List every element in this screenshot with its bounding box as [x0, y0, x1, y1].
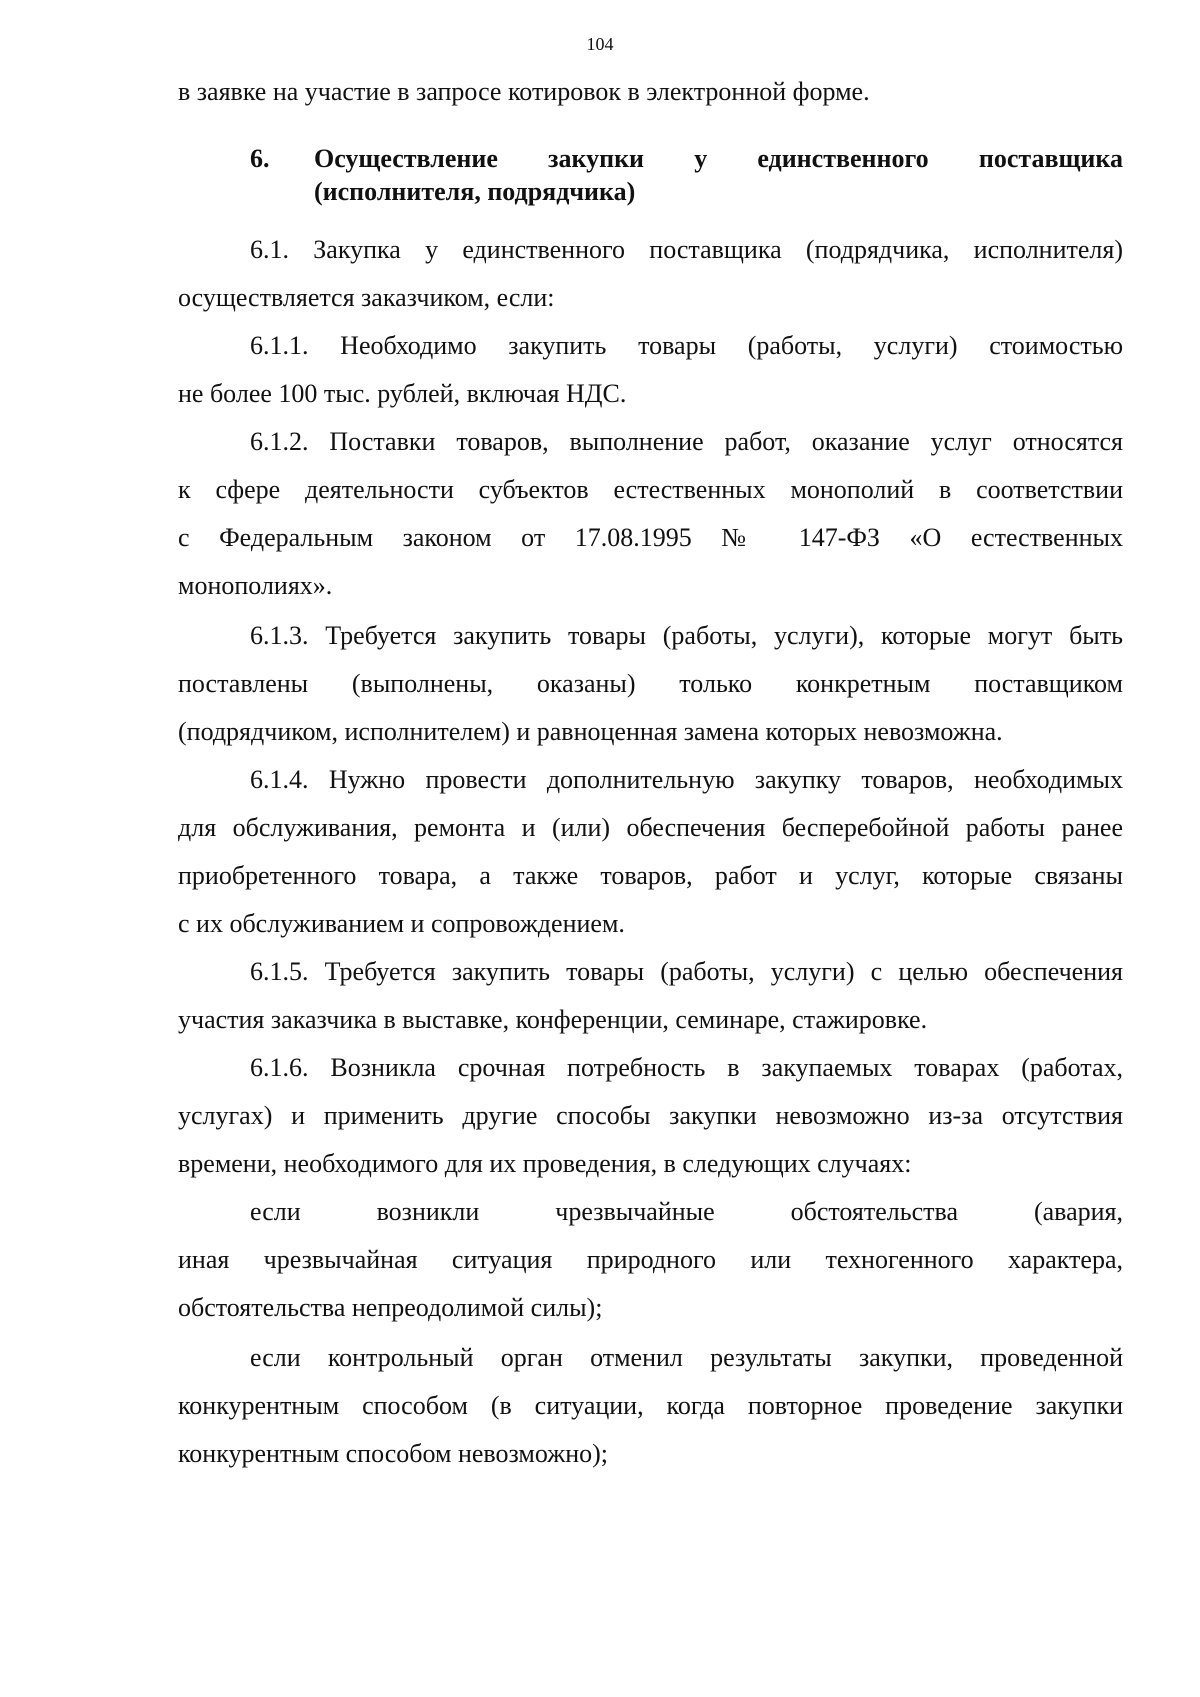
paragraph-6-1-2-line-4: монополиях». — [178, 571, 333, 600]
paragraph-6-1-2-line-2: к сфере деятельности субъектов естественных монополий в соответствии — [178, 475, 1123, 504]
paragraph-6-1-4-line-1: 6.1.4. Нужно провести дополнительную закупку товаров, необходимых — [250, 765, 1123, 794]
page-number: 104 — [586, 34, 614, 54]
paragraph-6-1-4-line-4: с их обслуживанием и сопровождением. — [178, 909, 625, 938]
paragraph-6-1-6-line-2: услугах) и применить другие способы закупки невозможно из-за отсутствия — [178, 1101, 1123, 1130]
paragraph-6-1-line-2: осуществляется заказчиком, если: — [178, 283, 555, 312]
case-1-line-1: если возникли чрезвычайные обстоятельства (авария, — [250, 1197, 1123, 1226]
paragraph-6-1-5-line-1: 6.1.5. Требуется закупить товары (работы, услуги) с целью обеспечения — [250, 957, 1123, 986]
section-6-title — [314, 142, 1123, 208]
section-6-number: 6. — [250, 144, 270, 173]
section-6-title-line-1: Осуществление закупки у единственного поставщика — [314, 144, 1123, 173]
paragraph-6-1-2-line-3: с Федеральным законом от 17.08.1995 № 147-ФЗ «О естественных — [178, 523, 1123, 552]
case-2-line-3: конкурентным способом невозможно); — [178, 1439, 608, 1468]
paragraph-6-1-3-line-1: 6.1.3. Требуется закупить товары (работы, услуги), которые могут быть — [250, 621, 1123, 650]
paragraph-6-1-1-line-1: 6.1.1. Необходимо закупить товары (работы, услуги) стоимостью — [250, 331, 1123, 360]
paragraph-6-1-4-line-2: для обслуживания, ремонта и (или) обеспечения бесперебойной работы ранее — [178, 813, 1123, 842]
paragraph-6-1-6-line-3: времени, необходимого для их проведения, в следующих случаях: — [178, 1149, 912, 1178]
section-6-title-line-2: (исполнителя, подрядчика) — [314, 177, 636, 206]
paragraph-6-1-1-line-2: не более 100 тыс. рублей, включая НДС. — [178, 379, 627, 408]
paragraph-6-1-6-line-1: 6.1.6. Возникла срочная потребность в закупаемых товарах (работах, — [250, 1053, 1123, 1082]
intro-line: в заявке на участие в запросе котировок в электронной форме. — [178, 77, 870, 106]
paragraph-6-1-3-line-2: поставлены (выполнены, оказаны) только конкретным поставщиком — [178, 669, 1123, 698]
paragraph-6-1-line-1: 6.1. Закупка у единственного поставщика (подрядчика, исполнителя) — [250, 235, 1123, 264]
paragraph-6-1-5-line-2: участия заказчика в выставке, конференции, семинаре, стажировке. — [178, 1005, 928, 1034]
paragraph-6-1-4-line-3: приобретенного товара, а также товаров, работ и услуг, которые связаны — [178, 861, 1123, 890]
case-1-line-2: иная чрезвычайная ситуация природного или техногенного характера, — [178, 1245, 1123, 1274]
case-1-line-3: обстоятельства непреодолимой силы); — [178, 1293, 603, 1322]
paragraph-6-1-2-line-1: 6.1.2. Поставки товаров, выполнение работ, оказание услуг относятся — [250, 427, 1123, 456]
case-2-line-2: конкурентным способом (в ситуации, когда повторное проведение закупки — [178, 1391, 1123, 1420]
case-2-line-1: если контрольный орган отменил результаты закупки, проведенной — [250, 1343, 1123, 1372]
paragraph-6-1-3-line-3: (подрядчиком, исполнителем) и равноценная замена которых невозможна. — [178, 717, 1003, 746]
